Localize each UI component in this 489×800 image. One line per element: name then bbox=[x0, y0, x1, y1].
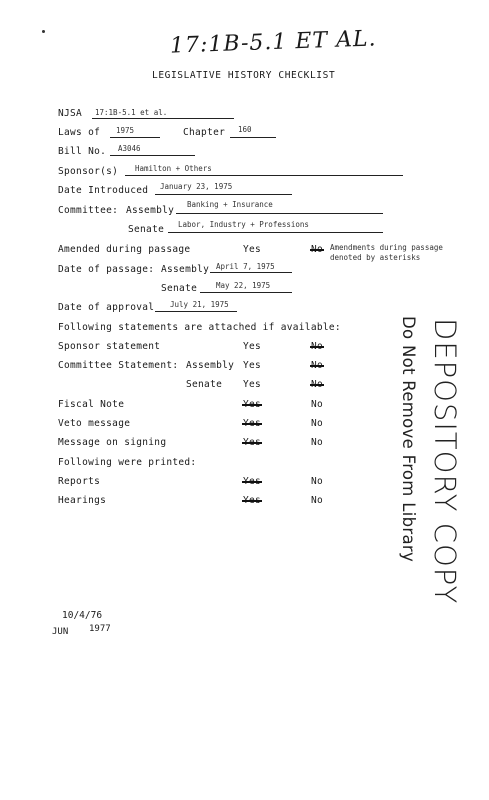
fiscal-note-no: No bbox=[311, 399, 324, 410]
veto-message-label: Veto message bbox=[58, 418, 131, 429]
sponsor-label: Sponsor(s) bbox=[58, 166, 119, 177]
reports-no: No bbox=[311, 476, 324, 487]
depository-stamp-title: DEPOSITORY COPY bbox=[428, 318, 462, 605]
laws-line bbox=[110, 137, 160, 138]
hearings-no: No bbox=[311, 495, 324, 506]
committee-assembly-label: Assembly bbox=[126, 205, 175, 216]
assembly-committee-value: Banking + Insurance bbox=[187, 200, 273, 209]
chapter-value: 160 bbox=[238, 125, 252, 134]
njsa-label: NJSA bbox=[58, 108, 83, 119]
amendments-note-line1: Amendments during passage bbox=[330, 243, 443, 252]
passage-assembly-line bbox=[210, 272, 292, 273]
committee-statement-assembly-label: Assembly bbox=[186, 360, 235, 371]
committee-statement-assembly-no: No bbox=[311, 360, 324, 371]
passage-senate-label: Senate bbox=[161, 283, 198, 294]
sponsor-statement-yes: Yes bbox=[243, 341, 262, 352]
committee-statement-senate-no: No bbox=[311, 379, 324, 390]
hearings-label: Hearings bbox=[58, 495, 107, 506]
laws-value: 1975 bbox=[116, 126, 135, 135]
bill-label: Bill No. bbox=[58, 146, 107, 157]
amended-label: Amended during passage bbox=[58, 244, 191, 255]
sponsor-statement-label: Sponsor statement bbox=[58, 341, 161, 352]
handwritten-citation: 17:1B-5.1 ET AL. bbox=[169, 26, 377, 59]
amendments-note-line2: denoted by asterisks bbox=[330, 253, 421, 262]
printed-heading: Following were printed: bbox=[58, 457, 197, 468]
committee-senate-label: Senate bbox=[128, 224, 165, 235]
date-introduced-label: Date Introduced bbox=[58, 185, 149, 196]
veto-message-no: No bbox=[311, 418, 324, 429]
message-on-signing-label: Message on signing bbox=[58, 437, 167, 448]
footer-date: 10/4/76 bbox=[62, 610, 103, 621]
reports-yes: Yes bbox=[243, 476, 262, 487]
senate-committee-line bbox=[168, 232, 383, 233]
received-month: JUN bbox=[52, 627, 69, 637]
date-introduced-value: January 23, 1975 bbox=[160, 182, 233, 191]
laws-label: Laws of bbox=[58, 127, 101, 138]
stray-mark bbox=[42, 30, 45, 33]
approval-label: Date of approval bbox=[58, 302, 155, 313]
committee-statement-senate-yes: Yes bbox=[243, 379, 262, 390]
received-year: 1977 bbox=[89, 624, 111, 634]
sponsor-statement-no: No bbox=[311, 341, 324, 352]
njsa-value: 17:1B-5.1 et al. bbox=[95, 108, 168, 117]
depository-stamp-subtitle: Do Not Remove From Library bbox=[399, 316, 418, 563]
committee-statement-assembly-yes: Yes bbox=[243, 360, 262, 371]
approval-value: July 21, 1975 bbox=[170, 300, 229, 309]
committee-statement-label: Committee Statement: bbox=[58, 360, 179, 371]
senate-committee-value: Labor, Industry + Professions bbox=[178, 220, 309, 229]
statements-heading: Following statements are attached if available: bbox=[58, 322, 341, 333]
assembly-committee-line bbox=[176, 213, 383, 214]
bill-value: A3046 bbox=[118, 144, 141, 153]
committee-statement-senate-label: Senate bbox=[186, 379, 223, 390]
chapter-line bbox=[230, 137, 276, 138]
sponsor-value: Hamilton + Others bbox=[135, 164, 212, 173]
page-title: LEGISLATIVE HISTORY CHECKLIST bbox=[152, 70, 336, 81]
fiscal-note-yes: Yes bbox=[243, 399, 262, 410]
fiscal-note-label: Fiscal Note bbox=[58, 399, 125, 410]
passage-senate-line bbox=[200, 292, 292, 293]
chapter-label: Chapter bbox=[183, 127, 226, 138]
amended-no: No bbox=[311, 244, 324, 255]
passage-assembly-value: April 7, 1975 bbox=[216, 262, 275, 271]
message-on-signing-no: No bbox=[311, 437, 324, 448]
sponsor-line bbox=[125, 175, 403, 176]
reports-label: Reports bbox=[58, 476, 101, 487]
committee-label: Committee: bbox=[58, 205, 119, 216]
date-introduced-line bbox=[155, 194, 292, 195]
hearings-yes: Yes bbox=[243, 495, 262, 506]
amended-yes: Yes bbox=[243, 244, 262, 255]
passage-assembly-label: Assembly bbox=[161, 264, 210, 275]
bill-line bbox=[110, 155, 195, 156]
message-on-signing-yes: Yes bbox=[243, 437, 262, 448]
passage-label: Date of passage: bbox=[58, 264, 155, 275]
passage-senate-value: May 22, 1975 bbox=[216, 281, 271, 290]
approval-line bbox=[155, 311, 237, 312]
veto-message-yes: Yes bbox=[243, 418, 262, 429]
njsa-line bbox=[92, 118, 234, 119]
